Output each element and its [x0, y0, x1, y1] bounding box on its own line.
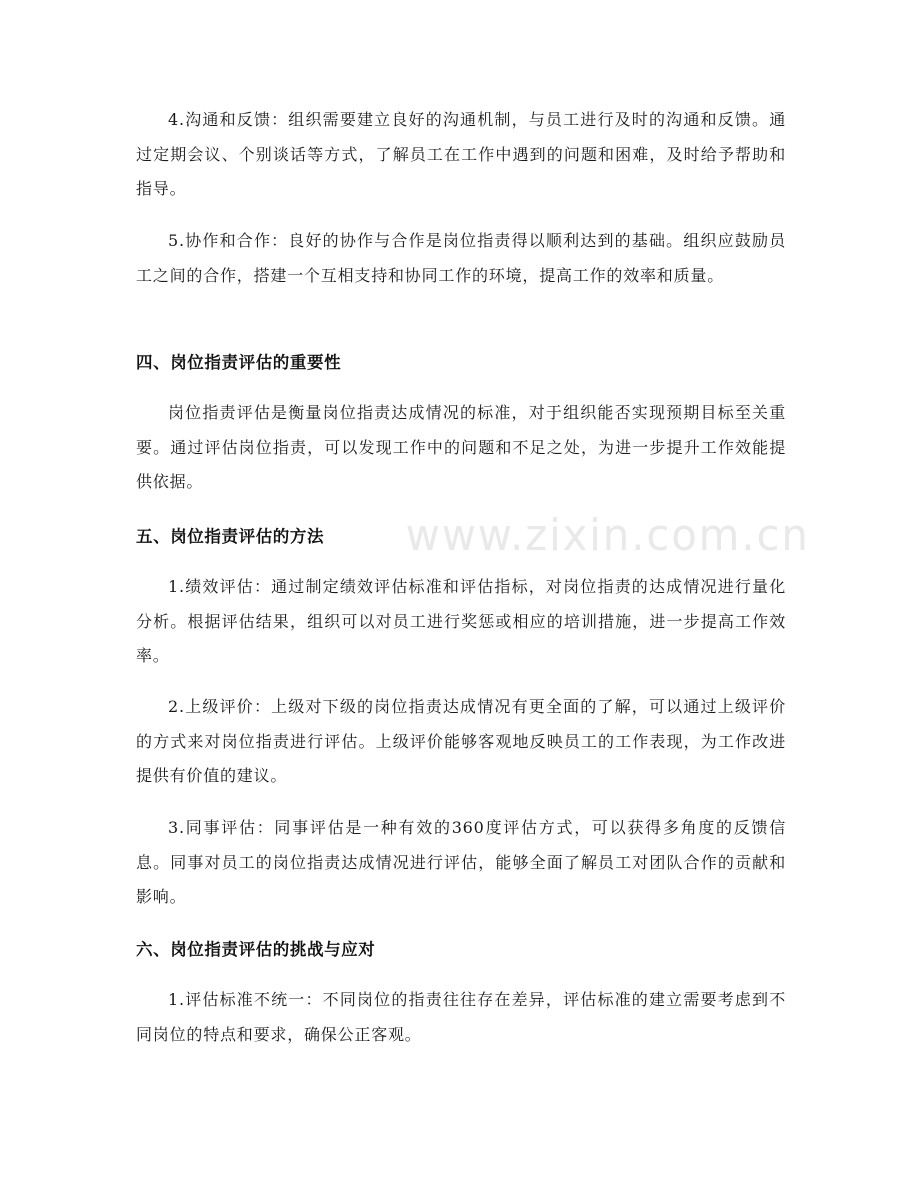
paragraph-peer-evaluation: 3.同事评估：同事评估是一种有效的360度评估方式，可以获得多角度的反馈信息。同事对员工的岗位指责达成情况进行评估，能够全面了解员工对团队合作的贡献和影响。 — [136, 818, 786, 906]
paragraph-communication: 4.沟通和反馈：组织需要建立良好的沟通机制，与员工进行及时的沟通和反馈。通过定期会议、个别谈话等方式，了解员工在工作中遇到的问题和困难，及时给予帮助和指导。 — [136, 110, 786, 198]
paragraph-performance-evaluation: 1.绩效评估：通过制定绩效评估标准和评估指标，对岗位指责的达成情况进行量化分析。根据评估结果，组织可以对员工进行奖惩或相应的培训措施，进一步提高工作效率。 — [136, 577, 786, 665]
paragraph-supervisor-evaluation: 2.上级评价：上级对下级的岗位指责达成情况有更全面的了解，可以通过上级评价的方式来对岗位指责进行评估。上级评价能够客观地反映员工的工作表现，为工作改进提供有价值的建议。 — [136, 697, 786, 785]
section-heading-methods: 五、岗位指责评估的方法 — [136, 527, 325, 546]
watermark: www.zixin.com.cn — [405, 510, 810, 561]
paragraph-importance: 岗位指责评估是衡量岗位指责达成情况的标准，对于组织能否实现预期目标至关重要。通过评估岗位指责，可以发现工作中的问题和不足之处，为进一步提升工作效能提供依据。 — [136, 403, 786, 491]
paragraph-collaboration: 5.协作和合作：良好的协作与合作是岗位指责得以顺利达到的基础。组织应鼓励员工之间的合作，搭建一个互相支持和协同工作的环境，提高工作的效率和质量。 — [136, 231, 786, 285]
paragraph-standard-inconsistency: 1.评估标准不统一：不同岗位的指责往往存在差异，评估标准的建立需要考虑到不同岗位的特点和要求，确保公正客观。 — [136, 990, 786, 1044]
section-heading-importance: 四、岗位指责评估的重要性 — [136, 353, 342, 372]
section-heading-challenges: 六、岗位指责评估的挑战与应对 — [136, 940, 376, 959]
